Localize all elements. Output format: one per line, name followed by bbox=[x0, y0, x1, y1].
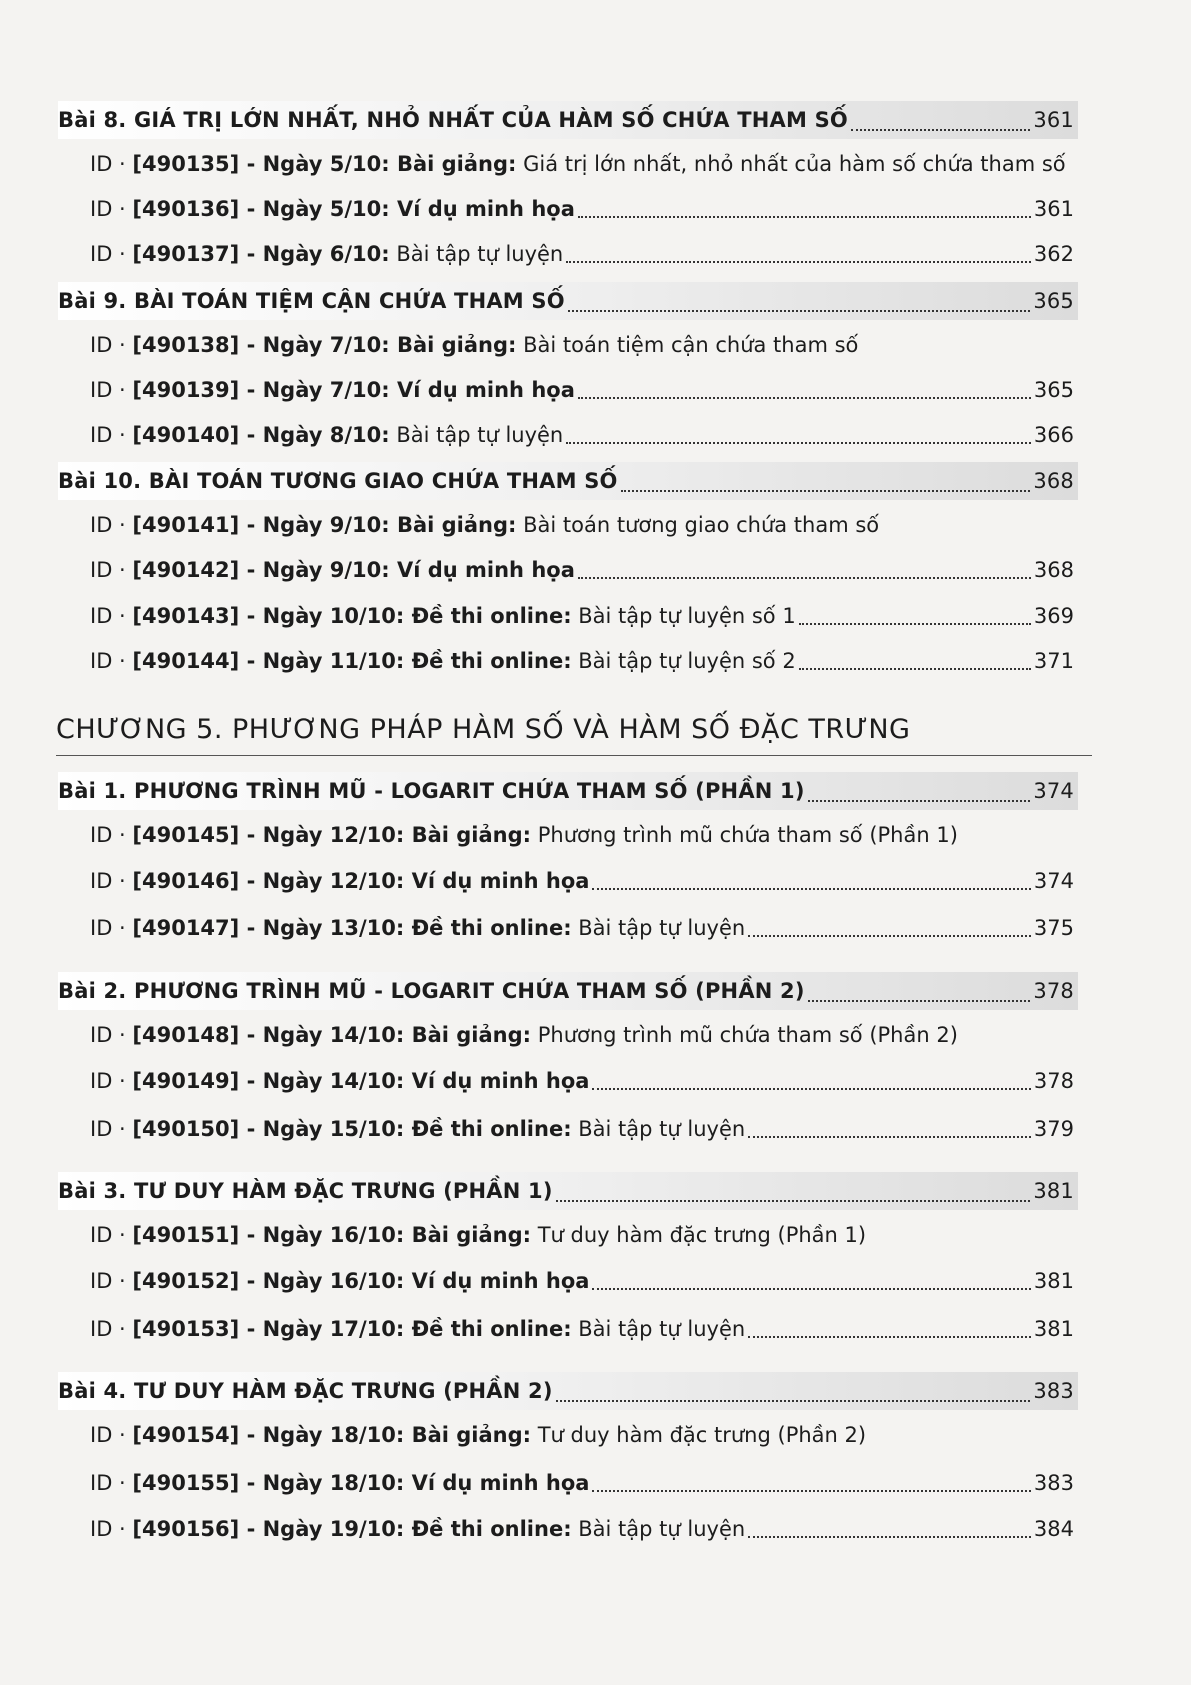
entry-date: Ngày 15/10: bbox=[262, 1117, 405, 1141]
chapter-heading bbox=[56, 714, 1092, 756]
entry-description: Bài tập tự luyện bbox=[571, 916, 746, 940]
entry-kind: Bài giảng: bbox=[404, 823, 532, 847]
entry-id: [490135] bbox=[132, 152, 240, 176]
separator: - bbox=[239, 604, 263, 628]
entry-description: Tư duy hàm đặc trưng (Phần 1) bbox=[531, 1223, 867, 1247]
entry-date: Ngày 18/10: bbox=[262, 1471, 405, 1495]
dot-leader bbox=[748, 1336, 1031, 1338]
dot-leader bbox=[578, 577, 1031, 579]
dot-leader bbox=[748, 1136, 1031, 1138]
entry-kind: Bài giảng: bbox=[389, 333, 517, 357]
toc-sub-row bbox=[90, 328, 1078, 362]
entry-kind: Bài giảng: bbox=[404, 1023, 532, 1047]
entry-id: [490140] bbox=[132, 423, 240, 447]
id-label: ID · bbox=[90, 1269, 133, 1293]
sub-entry-text bbox=[90, 152, 1066, 176]
lesson-title: Bài 3. TƯ DUY HÀM ĐẶC TRƯNG (PHẦN 1) bbox=[58, 1179, 553, 1203]
entry-id: [490146] bbox=[132, 869, 240, 893]
entry-date: Ngày 11/10: bbox=[262, 649, 405, 673]
lesson-title: Bài 2. PHƯƠNG TRÌNH MŨ - LOGARIT CHỨA THAM SỐ (PHẦN 2) bbox=[58, 979, 805, 1003]
toc-sub-row bbox=[90, 1512, 1078, 1546]
dot-leader bbox=[799, 668, 1031, 670]
sub-entry-text bbox=[90, 916, 745, 940]
entry-id: [490143] bbox=[132, 604, 240, 628]
entry-description: Bài tập tự luyện số 1 bbox=[571, 604, 796, 628]
entry-date: Ngày 16/10: bbox=[262, 1269, 405, 1293]
toc-sub-row bbox=[90, 237, 1078, 271]
id-label: ID · bbox=[90, 378, 133, 402]
page-number: 384 bbox=[1033, 1517, 1074, 1541]
page-number: 368 bbox=[1033, 469, 1074, 493]
id-label: ID · bbox=[90, 423, 133, 447]
entry-kind: Đề thi online: bbox=[404, 1517, 572, 1541]
entry-date: Ngày 7/10: bbox=[262, 333, 390, 357]
dot-leader bbox=[578, 397, 1031, 399]
entry-kind: Ví dụ minh họa bbox=[389, 378, 575, 402]
id-label: ID · bbox=[90, 1317, 133, 1341]
id-label: ID · bbox=[90, 823, 133, 847]
entry-kind: Đề thi online: bbox=[404, 604, 572, 628]
separator: - bbox=[239, 1471, 263, 1495]
sub-entry-text bbox=[90, 513, 879, 537]
entry-id: [490141] bbox=[132, 513, 240, 537]
id-label: ID · bbox=[90, 1471, 133, 1495]
entry-kind: Ví dụ minh họa bbox=[404, 1069, 590, 1093]
entry-date: Ngày 14/10: bbox=[262, 1023, 405, 1047]
lesson-title: Bài 9. BÀI TOÁN TIỆM CẬN CHỨA THAM SỐ bbox=[58, 289, 565, 313]
entry-description: Bài tập tự luyện bbox=[389, 423, 564, 447]
page-number: 361 bbox=[1033, 197, 1074, 221]
id-label: ID · bbox=[90, 869, 133, 893]
sub-entry-text bbox=[90, 1517, 745, 1541]
entry-id: [490154] bbox=[132, 1423, 240, 1447]
toc-sub-row bbox=[90, 1466, 1078, 1500]
id-label: ID · bbox=[90, 1423, 133, 1447]
page-number: 374 bbox=[1033, 869, 1074, 893]
sub-entry-text bbox=[90, 869, 589, 893]
separator: - bbox=[239, 869, 263, 893]
separator: - bbox=[239, 649, 263, 673]
dot-leader bbox=[748, 935, 1031, 937]
dot-leader bbox=[556, 1200, 1031, 1202]
entry-description: Bài tập tự luyện bbox=[571, 1517, 746, 1541]
entry-description: Bài tập tự luyện bbox=[571, 1317, 746, 1341]
toc-lesson-row bbox=[58, 101, 1078, 139]
sub-entry-text bbox=[90, 378, 575, 402]
entry-kind: Ví dụ minh họa bbox=[404, 1269, 590, 1293]
separator: - bbox=[239, 513, 263, 537]
id-label: ID · bbox=[90, 197, 133, 221]
entry-date: Ngày 12/10: bbox=[262, 869, 405, 893]
page-number: 369 bbox=[1033, 604, 1074, 628]
separator: - bbox=[239, 333, 263, 357]
page-number: 379 bbox=[1033, 1117, 1074, 1141]
entry-date: Ngày 16/10: bbox=[262, 1223, 405, 1247]
id-label: ID · bbox=[90, 1117, 133, 1141]
page-number: 361 bbox=[1033, 108, 1074, 132]
page-number: 368 bbox=[1033, 558, 1074, 582]
entry-date: Ngày 13/10: bbox=[262, 916, 405, 940]
id-label: ID · bbox=[90, 242, 133, 266]
toc-sub-row bbox=[90, 1218, 1078, 1252]
sub-entry-text bbox=[90, 197, 575, 221]
toc-sub-row bbox=[90, 644, 1078, 678]
toc-sub-row bbox=[90, 553, 1078, 587]
entry-id: [490153] bbox=[132, 1317, 240, 1341]
entry-id: [490145] bbox=[132, 823, 240, 847]
entry-description: Tư duy hàm đặc trưng (Phần 2) bbox=[531, 1423, 867, 1447]
separator: - bbox=[239, 1423, 263, 1447]
entry-description: Phương trình mũ chứa tham số (Phần 1) bbox=[531, 823, 958, 847]
sub-entry-text bbox=[90, 242, 563, 266]
sub-entry-text bbox=[90, 1069, 589, 1093]
sub-entry-text bbox=[90, 649, 796, 673]
entry-date: Ngày 18/10: bbox=[262, 1423, 405, 1447]
entry-id: [490149] bbox=[132, 1069, 240, 1093]
page-number: 365 bbox=[1033, 378, 1074, 402]
separator: - bbox=[239, 1069, 263, 1093]
entry-kind: Đề thi online: bbox=[404, 1117, 572, 1141]
toc-sub-row bbox=[90, 818, 1078, 852]
entry-kind: Bài giảng: bbox=[404, 1423, 532, 1447]
separator: - bbox=[239, 1223, 263, 1247]
sub-entry-text bbox=[90, 1117, 745, 1141]
toc-sub-row bbox=[90, 508, 1078, 542]
page-number: 374 bbox=[1033, 779, 1074, 803]
toc-sub-row bbox=[90, 1312, 1078, 1346]
entry-kind: Ví dụ minh họa bbox=[404, 1471, 590, 1495]
toc-sub-row bbox=[90, 147, 1078, 181]
entry-id: [490142] bbox=[132, 558, 240, 582]
page-number: 366 bbox=[1033, 423, 1074, 447]
id-label: ID · bbox=[90, 152, 133, 176]
sub-entry-text bbox=[90, 1269, 589, 1293]
page-number: 383 bbox=[1033, 1471, 1074, 1495]
entry-kind: Ví dụ minh họa bbox=[389, 558, 575, 582]
id-label: ID · bbox=[90, 649, 133, 673]
entry-kind: Ví dụ minh họa bbox=[389, 197, 575, 221]
sub-entry-text bbox=[90, 1023, 958, 1047]
page-number: 378 bbox=[1033, 979, 1074, 1003]
id-label: ID · bbox=[90, 513, 133, 537]
sub-entry-text bbox=[90, 333, 858, 357]
separator: - bbox=[239, 1269, 263, 1293]
toc-sub-row bbox=[90, 192, 1078, 226]
separator: - bbox=[239, 916, 263, 940]
page-number: 378 bbox=[1033, 1069, 1074, 1093]
dot-leader bbox=[578, 216, 1031, 218]
toc-lesson-row bbox=[58, 1372, 1078, 1410]
page-number: 381 bbox=[1033, 1317, 1074, 1341]
page-number: 375 bbox=[1033, 916, 1074, 940]
separator: - bbox=[239, 1117, 263, 1141]
page-number: 381 bbox=[1033, 1179, 1074, 1203]
toc-sub-row bbox=[90, 418, 1078, 452]
entry-id: [490152] bbox=[132, 1269, 240, 1293]
separator: - bbox=[239, 152, 263, 176]
entry-description: Bài toán tương giao chứa tham số bbox=[516, 513, 880, 537]
sub-entry-text bbox=[90, 823, 958, 847]
entry-date: Ngày 10/10: bbox=[262, 604, 405, 628]
entry-id: [490156] bbox=[132, 1517, 240, 1541]
entry-id: [490136] bbox=[132, 197, 240, 221]
entry-description: Bài tập tự luyện số 2 bbox=[571, 649, 796, 673]
entry-kind: Bài giảng: bbox=[404, 1223, 532, 1247]
id-label: ID · bbox=[90, 1069, 133, 1093]
entry-id: [490150] bbox=[132, 1117, 240, 1141]
entry-id: [490147] bbox=[132, 916, 240, 940]
dot-leader bbox=[592, 1490, 1030, 1492]
entry-id: [490138] bbox=[132, 333, 240, 357]
dot-leader bbox=[568, 310, 1031, 312]
entry-description: Bài tập tự luyện bbox=[389, 242, 564, 266]
entry-date: Ngày 14/10: bbox=[262, 1069, 405, 1093]
separator: - bbox=[239, 1317, 263, 1341]
entry-id: [490148] bbox=[132, 1023, 240, 1047]
separator: - bbox=[239, 242, 263, 266]
toc-sub-row bbox=[90, 1112, 1078, 1146]
entry-id: [490139] bbox=[132, 378, 240, 402]
separator: - bbox=[239, 823, 263, 847]
toc-sub-row bbox=[90, 864, 1078, 898]
dot-leader bbox=[592, 888, 1030, 890]
entry-description: Giá trị lớn nhất, nhỏ nhất của hàm số chứa tham số bbox=[516, 152, 1066, 176]
dot-leader bbox=[556, 1400, 1031, 1402]
separator: - bbox=[239, 423, 263, 447]
id-label: ID · bbox=[90, 558, 133, 582]
id-label: ID · bbox=[90, 333, 133, 357]
sub-entry-text bbox=[90, 1317, 745, 1341]
entry-kind: Đề thi online: bbox=[404, 649, 572, 673]
dot-leader bbox=[799, 623, 1031, 625]
lesson-title: Bài 8. GIÁ TRỊ LỚN NHẤT, NHỎ NHẤT CỦA HÀM SỐ CHỨA THAM SỐ bbox=[58, 108, 848, 132]
page-number: 362 bbox=[1033, 242, 1074, 266]
separator: - bbox=[239, 197, 263, 221]
toc-lesson-row bbox=[58, 772, 1078, 810]
sub-entry-text bbox=[90, 1423, 866, 1447]
dot-leader bbox=[808, 800, 1031, 802]
entry-date: Ngày 5/10: bbox=[262, 197, 390, 221]
entry-date: Ngày 12/10: bbox=[262, 823, 405, 847]
dot-leader bbox=[566, 442, 1031, 444]
sub-entry-text bbox=[90, 604, 796, 628]
toc-sub-row bbox=[90, 1064, 1078, 1098]
toc-lesson-row bbox=[58, 462, 1078, 500]
entry-kind: Bài giảng: bbox=[389, 152, 517, 176]
entry-id: [490151] bbox=[132, 1223, 240, 1247]
dot-leader bbox=[592, 1088, 1030, 1090]
toc-sub-row bbox=[90, 373, 1078, 407]
page-number: 383 bbox=[1033, 1379, 1074, 1403]
entry-description: Bài toán tiệm cận chứa tham số bbox=[516, 333, 859, 357]
toc-sub-row bbox=[90, 1264, 1078, 1298]
entry-id: [490137] bbox=[132, 242, 240, 266]
entry-date: Ngày 19/10: bbox=[262, 1517, 405, 1541]
lesson-title: Bài 10. BÀI TOÁN TƯƠNG GIAO CHỨA THAM SỐ bbox=[58, 469, 618, 493]
entry-date: Ngày 7/10: bbox=[262, 378, 390, 402]
id-label: ID · bbox=[90, 1223, 133, 1247]
toc-sub-row bbox=[90, 1018, 1078, 1052]
entry-date: Ngày 5/10: bbox=[262, 152, 390, 176]
separator: - bbox=[239, 1023, 263, 1047]
id-label: ID · bbox=[90, 604, 133, 628]
entry-date: Ngày 9/10: bbox=[262, 513, 390, 537]
toc-sub-row bbox=[90, 911, 1078, 945]
id-label: ID · bbox=[90, 916, 133, 940]
dot-leader bbox=[566, 261, 1031, 263]
id-label: ID · bbox=[90, 1517, 133, 1541]
page-number: 371 bbox=[1033, 649, 1074, 673]
dot-leader bbox=[748, 1536, 1031, 1538]
sub-entry-text bbox=[90, 1223, 866, 1247]
entry-date: Ngày 9/10: bbox=[262, 558, 390, 582]
id-label: ID · bbox=[90, 1023, 133, 1047]
dot-leader bbox=[592, 1288, 1030, 1290]
toc-sub-row bbox=[90, 599, 1078, 633]
separator: - bbox=[239, 1517, 263, 1541]
entry-id: [490144] bbox=[132, 649, 240, 673]
entry-kind: Bài giảng: bbox=[389, 513, 517, 537]
lesson-title: Bài 1. PHƯƠNG TRÌNH MŨ - LOGARIT CHỨA THAM SỐ (PHẦN 1) bbox=[58, 779, 805, 803]
toc-lesson-row bbox=[58, 282, 1078, 320]
sub-entry-text bbox=[90, 423, 563, 447]
entry-kind: Đề thi online: bbox=[404, 1317, 572, 1341]
separator: - bbox=[239, 378, 263, 402]
dot-leader bbox=[851, 129, 1030, 131]
entry-kind: Đề thi online: bbox=[404, 916, 572, 940]
sub-entry-text bbox=[90, 1471, 589, 1495]
page-number: 381 bbox=[1033, 1269, 1074, 1293]
entry-date: Ngày 6/10: bbox=[262, 242, 390, 266]
toc-sub-row bbox=[90, 1418, 1078, 1452]
entry-id: [490155] bbox=[132, 1471, 240, 1495]
entry-description: Phương trình mũ chứa tham số (Phần 2) bbox=[531, 1023, 958, 1047]
dot-leader bbox=[621, 490, 1031, 492]
chapter-title: CHƯƠNG 5. PHƯƠNG PHÁP HÀM SỐ VÀ HÀM SỐ ĐẶC TRƯNG bbox=[56, 714, 911, 745]
dot-leader bbox=[808, 1000, 1031, 1002]
toc-lesson-row bbox=[58, 1172, 1078, 1210]
page-number: 365 bbox=[1033, 289, 1074, 313]
entry-description: Bài tập tự luyện bbox=[571, 1117, 746, 1141]
entry-kind: Ví dụ minh họa bbox=[404, 869, 590, 893]
entry-date: Ngày 17/10: bbox=[262, 1317, 405, 1341]
lesson-title: Bài 4. TƯ DUY HÀM ĐẶC TRƯNG (PHẦN 2) bbox=[58, 1379, 553, 1403]
separator: - bbox=[239, 558, 263, 582]
entry-date: Ngày 8/10: bbox=[262, 423, 390, 447]
toc-lesson-row bbox=[58, 972, 1078, 1010]
sub-entry-text bbox=[90, 558, 575, 582]
